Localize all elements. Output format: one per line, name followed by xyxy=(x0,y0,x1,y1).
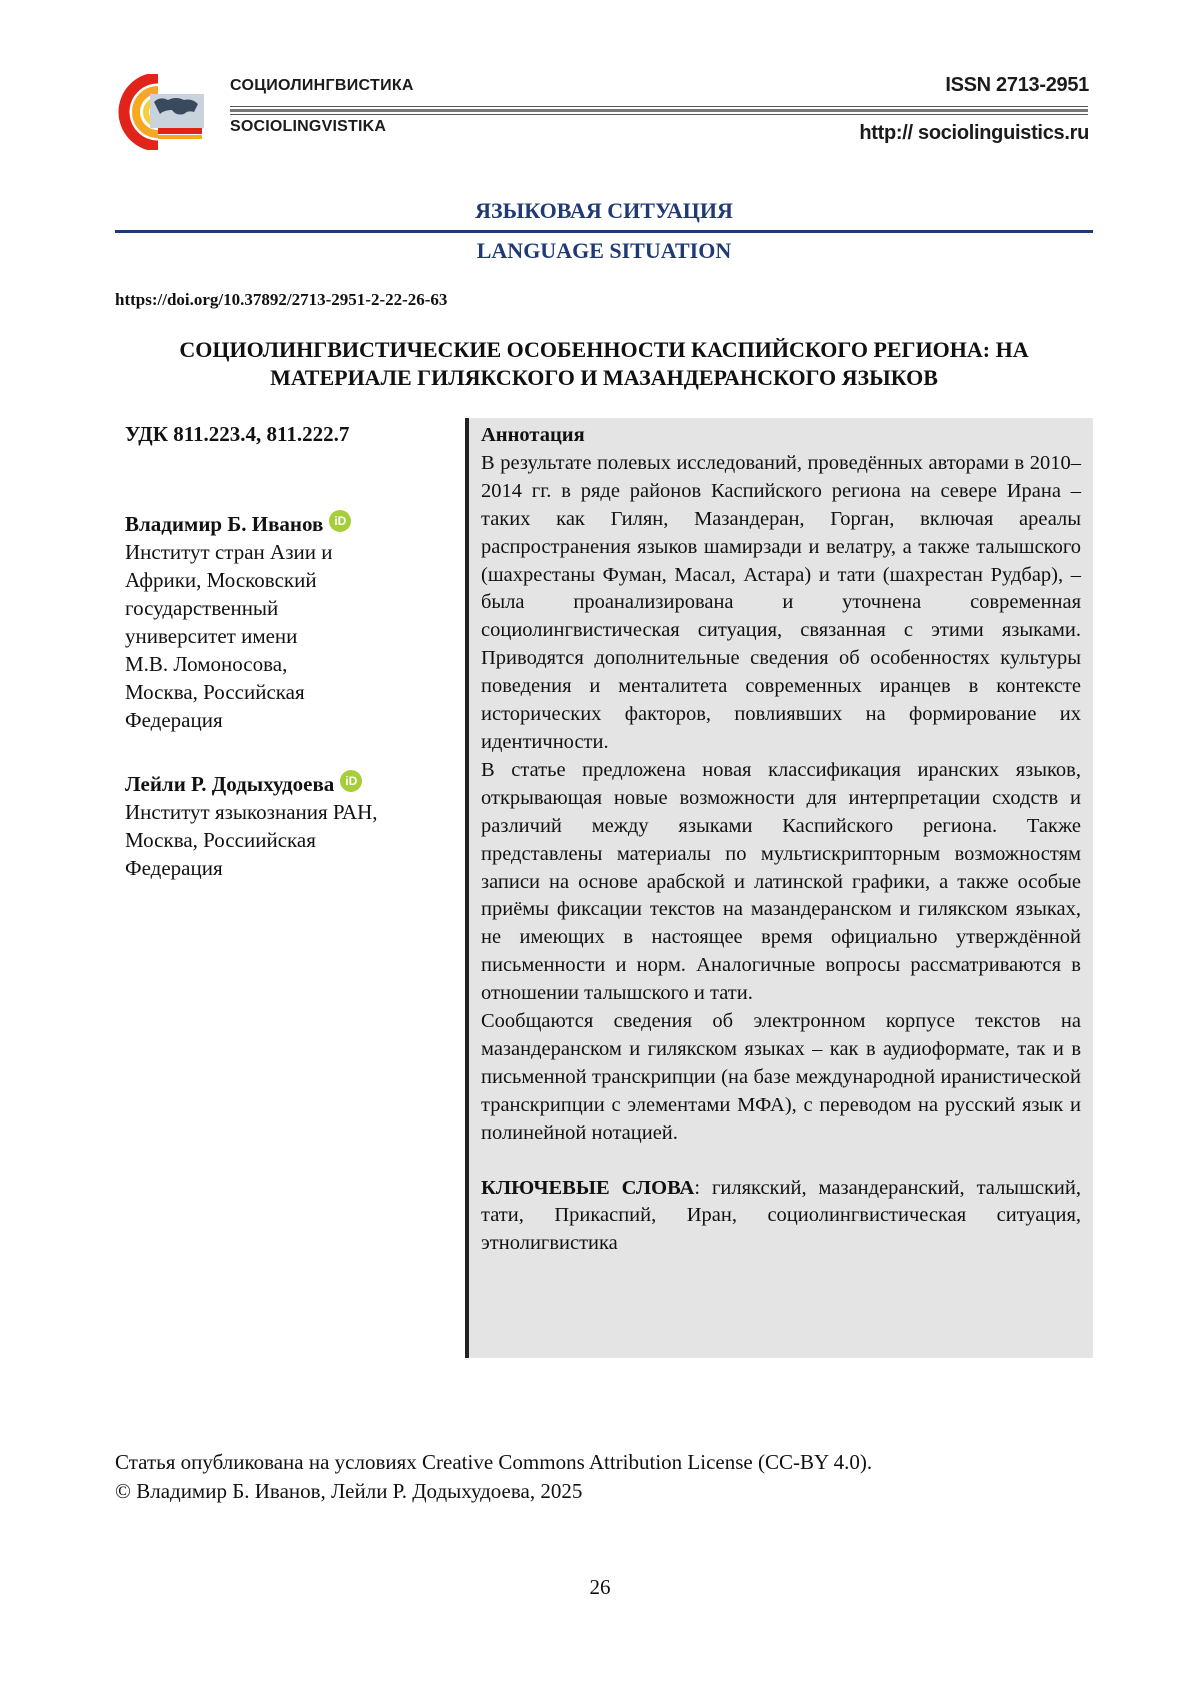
keywords xyxy=(481,1175,1081,1259)
author-affiliation-line: государственный xyxy=(125,596,279,620)
author-affiliation-line: Африки, Московский xyxy=(125,568,317,592)
journal-name-ru: СОЦИОЛИНГВИСТИКА xyxy=(230,77,414,94)
header-rule xyxy=(230,114,1088,115)
journal-url[interactable]: http:// sociolinguistics.ru xyxy=(859,122,1089,144)
author-name: Владимир Б. Иванов xyxy=(125,512,324,536)
abstract-paragraph: В результате полевых исследований, проведённых авторами в 2010–2014 гг. в ряде районов Каспийского региона на севере Ирана – таких как Гилян, Мазандеран, Горган, включая ареалы распространения языков шамирзади и велатру, а также талышского (шахрестаны Фуман, Масал, Астара) и тати (шахрестан Рудбар), – была проанализирована и уточнена современная социолингвистическая ситуация, связанная с этими языками. Приводятся дополнительные сведения об особенностях культуры поведения и менталитета современных иранцев в контексте исторических факторов, повлиявших на формирование их идентичности. xyxy=(481,451,1081,753)
keywords-label: КЛЮЧЕВЫЕ СЛОВА xyxy=(481,1176,695,1199)
abstract-paragraph: Сообщаются сведения об электронном корпусе текстов на мазандеранском и гилякском языках – как в аудиоформате, так и в письменной транскрипции (на базе международной иранистической транскрипции с элементами МФА), с переводом на русский язык и полинейной нотацией. xyxy=(481,1010,1081,1144)
license-line: Статья опубликована на условиях Creative Commons Attribution License (CC-BY 4.0). xyxy=(115,1450,873,1474)
author-affiliation-line: Федерация xyxy=(125,856,223,880)
author-affiliation-line: Институт стран Азии и xyxy=(125,540,333,564)
abstract-box xyxy=(465,418,1093,1358)
page-number: 26 xyxy=(589,1575,611,1599)
author-block xyxy=(125,770,425,882)
author-affiliation-line: Москва, Российская xyxy=(125,680,305,704)
article-title-line: МАТЕРИАЛЕ ГИЛЯКСКОГО И МАЗАНДЕРАНСКОГО ЯЗЫКОВ xyxy=(270,365,938,390)
article-title-line: СОЦИОЛИНГВИСТИЧЕСКИЕ ОСОБЕННОСТИ КАСПИЙСКОГО РЕГИОНА: НА xyxy=(179,337,1029,362)
author-affiliation-line: М.В. Ломоносова, xyxy=(125,652,288,676)
header-rule xyxy=(230,109,1088,112)
orcid-icon[interactable]: iD xyxy=(340,770,362,792)
section-title-ru: ЯЗЫКОВАЯ СИТУАЦИЯ xyxy=(475,198,733,223)
license-note xyxy=(115,1448,872,1506)
udk-code: УДК 811.223.4, 811.222.7 xyxy=(125,422,350,446)
author-affiliation-line: Федерация xyxy=(125,708,223,732)
issn: ISSN 2713-2951 xyxy=(945,74,1089,96)
abstract-heading: Аннотация xyxy=(481,424,585,446)
copyright-line: © Владимир Б. Иванов, Лейли Р. Додыхудоева, 2025 xyxy=(115,1479,583,1503)
header-rule xyxy=(230,106,1088,107)
keywords-list: : гилякский, мазандеранский, талышский, тати, Прикаспий, Иран, социолингвистическая ситуация, этнолигвистика xyxy=(481,1176,1081,1255)
author-affiliation-line: Москва, Россиийская xyxy=(125,828,316,852)
orcid-icon[interactable]: iD xyxy=(329,510,351,532)
sociolinguistics-logo-icon xyxy=(110,74,210,150)
doi-link[interactable]: https://doi.org/10.37892/2713-2951-2-22-26-63 xyxy=(115,290,448,309)
journal-name-en: SOCIOLINGVISTIKA xyxy=(230,118,387,135)
abstract-paragraph: В статье предложена новая классификация иранских языков, открывающая новые возможности для интерпретации сходств и различий между языками Каспийского региона. Также представлены материалы по мультискрипторным возможностям записи на основе арабской и латинской графики, а также особые приёмы фиксации текстов на мазандеранском и гилякском языках, не имеющих в настоящее время официально утверждённой письменности и норм. Аналогичные вопросы рассматриваются в отношении талышского и тати. xyxy=(481,758,1081,1005)
section-rule xyxy=(115,230,1093,233)
author-block xyxy=(125,510,425,734)
author-name: Лейли Р. Додыхудоева xyxy=(125,772,335,796)
article-title xyxy=(115,336,1093,392)
author-affiliation-line: Институт языкознания РАН, xyxy=(125,800,378,824)
section-title-en: LANGUAGE SITUATION xyxy=(476,238,732,263)
author-affiliation-line: университет имени xyxy=(125,624,298,648)
